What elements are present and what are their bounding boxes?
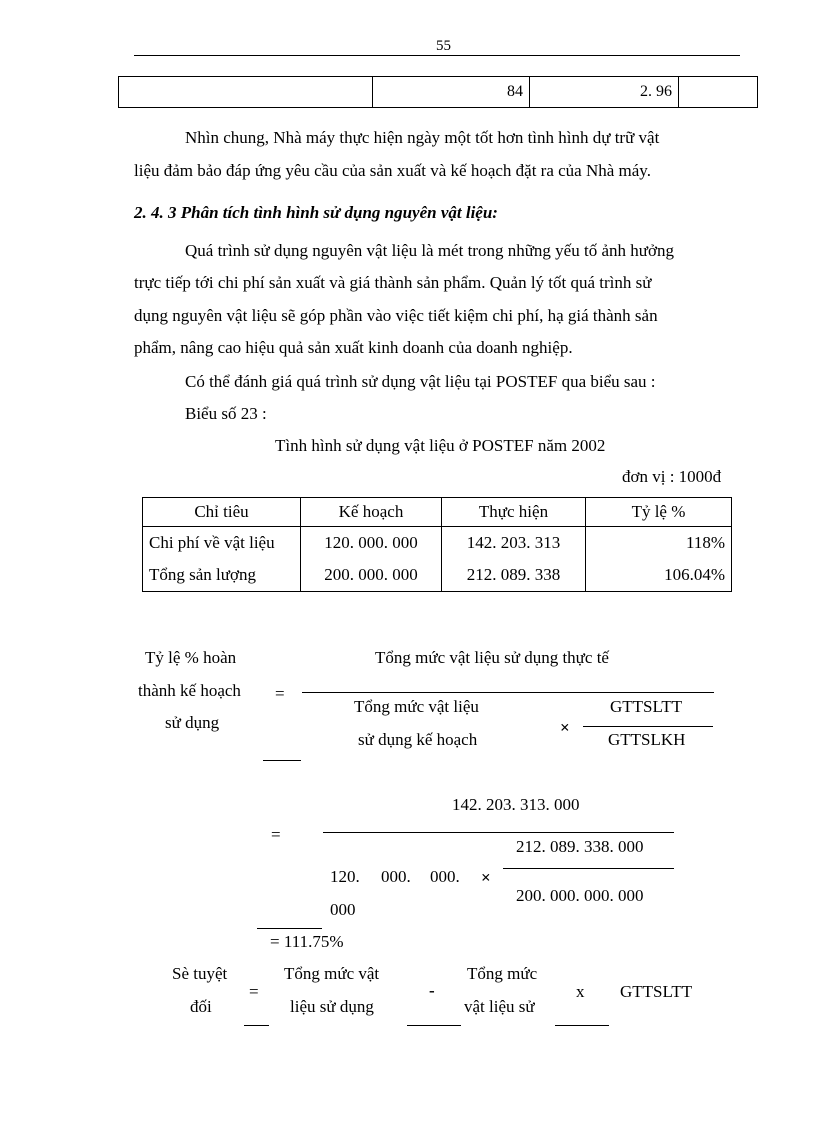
formula-label: Sè tuyệt (172, 964, 228, 983)
equals-sign: = (249, 982, 259, 1001)
paragraph-line: phẩm, nâng cao hiệu quả sản xuất kinh doanh của doanh nghiệp. (134, 338, 573, 357)
paragraph-line: liệu đảm bảo đáp ứng yêu cầu của sản xuất và kế hoạch đặt ra của Nhà máy. (134, 161, 651, 180)
table-cell: 2. 96 (530, 77, 679, 108)
underline-mark (263, 760, 301, 761)
formula-denominator: sử dụng kế hoạch (358, 730, 478, 749)
table-cell: 212. 089. 338 (442, 559, 586, 592)
formula-label: thành kế hoạch (138, 681, 241, 700)
formula-term: Tổng mức vật (284, 964, 380, 983)
paragraph-line: dụng nguyên vật liệu sẽ góp phần vào việc tiết kiệm chi phí, hạ giá thành sản (134, 306, 658, 325)
fraction-bar (302, 692, 714, 693)
column-header: Chỉ tiêu (143, 498, 301, 527)
formula-denominator: 120. (330, 867, 360, 886)
formula-term: Tổng mức (467, 964, 538, 983)
bieu-label: Biểu số 23 : (185, 404, 267, 423)
multiply-sign: × (560, 718, 570, 737)
usage-table (142, 497, 732, 592)
multiply-sign: x (576, 982, 585, 1001)
underline-mark (407, 1025, 461, 1026)
paragraph-line: Quá trình sử dụng nguyên vật liệu là mét trong những yếu tố ảnh hưởng (185, 241, 674, 260)
fraction-bar (583, 726, 713, 727)
table-cell: Tổng sản lượng (143, 559, 301, 592)
equals-sign: = (275, 684, 285, 703)
table-cell (679, 77, 758, 108)
equals-sign: = (271, 825, 281, 844)
formula-result: = 111.75% (270, 932, 344, 951)
column-header: Kế hoạch (301, 498, 442, 527)
formula-denominator: Tổng mức vật liệu (354, 697, 479, 716)
table-title: Tình hình sử dụng vật liệu ở POSTEF năm 2002 (275, 436, 606, 455)
minus-sign: - (429, 981, 435, 1000)
column-header: Thực hiện (442, 498, 586, 527)
top-table-fragment (118, 76, 758, 108)
multiply-sign: × (481, 868, 491, 887)
paragraph-line: trực tiếp tới chi phí sản xuất và giá thành sản phẩm. Quản lý tốt quá trình sử (134, 273, 652, 292)
formula-denominator: 000. (430, 867, 460, 886)
table-header-row (143, 498, 732, 527)
paragraph-line: Có thể đánh giá quá trình sử dụng vật liệu tại POSTEF qua biểu sau : (185, 372, 656, 391)
fraction-bar (323, 832, 674, 833)
table-cell: 84 (373, 77, 530, 108)
formula-numerator: 142. 203. 313. 000 (452, 795, 580, 814)
formula-term: GTTSLTT (620, 982, 693, 1001)
column-header: Tỷ lệ % (586, 498, 732, 527)
table-cell: 106.04% (664, 565, 725, 584)
table-cell: 118% (685, 533, 725, 552)
table-row (119, 77, 758, 108)
fraction-numerator: GTTSLTT (610, 697, 683, 716)
section-heading: 2. 4. 3 Phân tích tình hình sử dụng nguyên vật liệu: (134, 203, 498, 222)
table-cell: 142. 203. 313 (442, 527, 586, 560)
table-cell: 200. 000. 000 (301, 559, 442, 592)
formula-label: Tỷ lệ % hoàn (145, 648, 237, 667)
paragraph-line: Nhìn chung, Nhà máy thực hiện ngày một tốt hơn tình hình dự trữ vật (185, 128, 660, 147)
table-cell (119, 77, 373, 108)
page-number: 55 (436, 38, 451, 54)
fraction-denominator: GTTSLKH (608, 730, 686, 749)
formula-numerator: Tổng mức vật liệu sử dụng thực tế (375, 648, 609, 667)
underline-mark (257, 928, 322, 929)
formula-label: sử dụng (165, 713, 220, 732)
underline-mark (555, 1025, 609, 1026)
formula-term: vật liệu sử (464, 997, 535, 1016)
formula-denominator: 000. (381, 867, 411, 886)
table-row (143, 527, 732, 560)
formula-label: đối (190, 997, 212, 1016)
formula-denominator: 000 (330, 900, 356, 919)
unit-label: đơn vị : 1000đ (622, 467, 722, 486)
table-cell: Chi phí về vật liệu (143, 527, 301, 560)
fraction-numerator: 212. 089. 338. 000 (516, 837, 644, 856)
table-row (143, 559, 732, 592)
fraction-denominator: 200. 000. 000. 000 (516, 886, 644, 905)
fraction-bar (503, 868, 674, 869)
formula-term: liệu sử dụng (290, 997, 374, 1016)
header-rule (134, 55, 740, 56)
underline-mark (244, 1025, 269, 1026)
table-cell: 120. 000. 000 (301, 527, 442, 560)
